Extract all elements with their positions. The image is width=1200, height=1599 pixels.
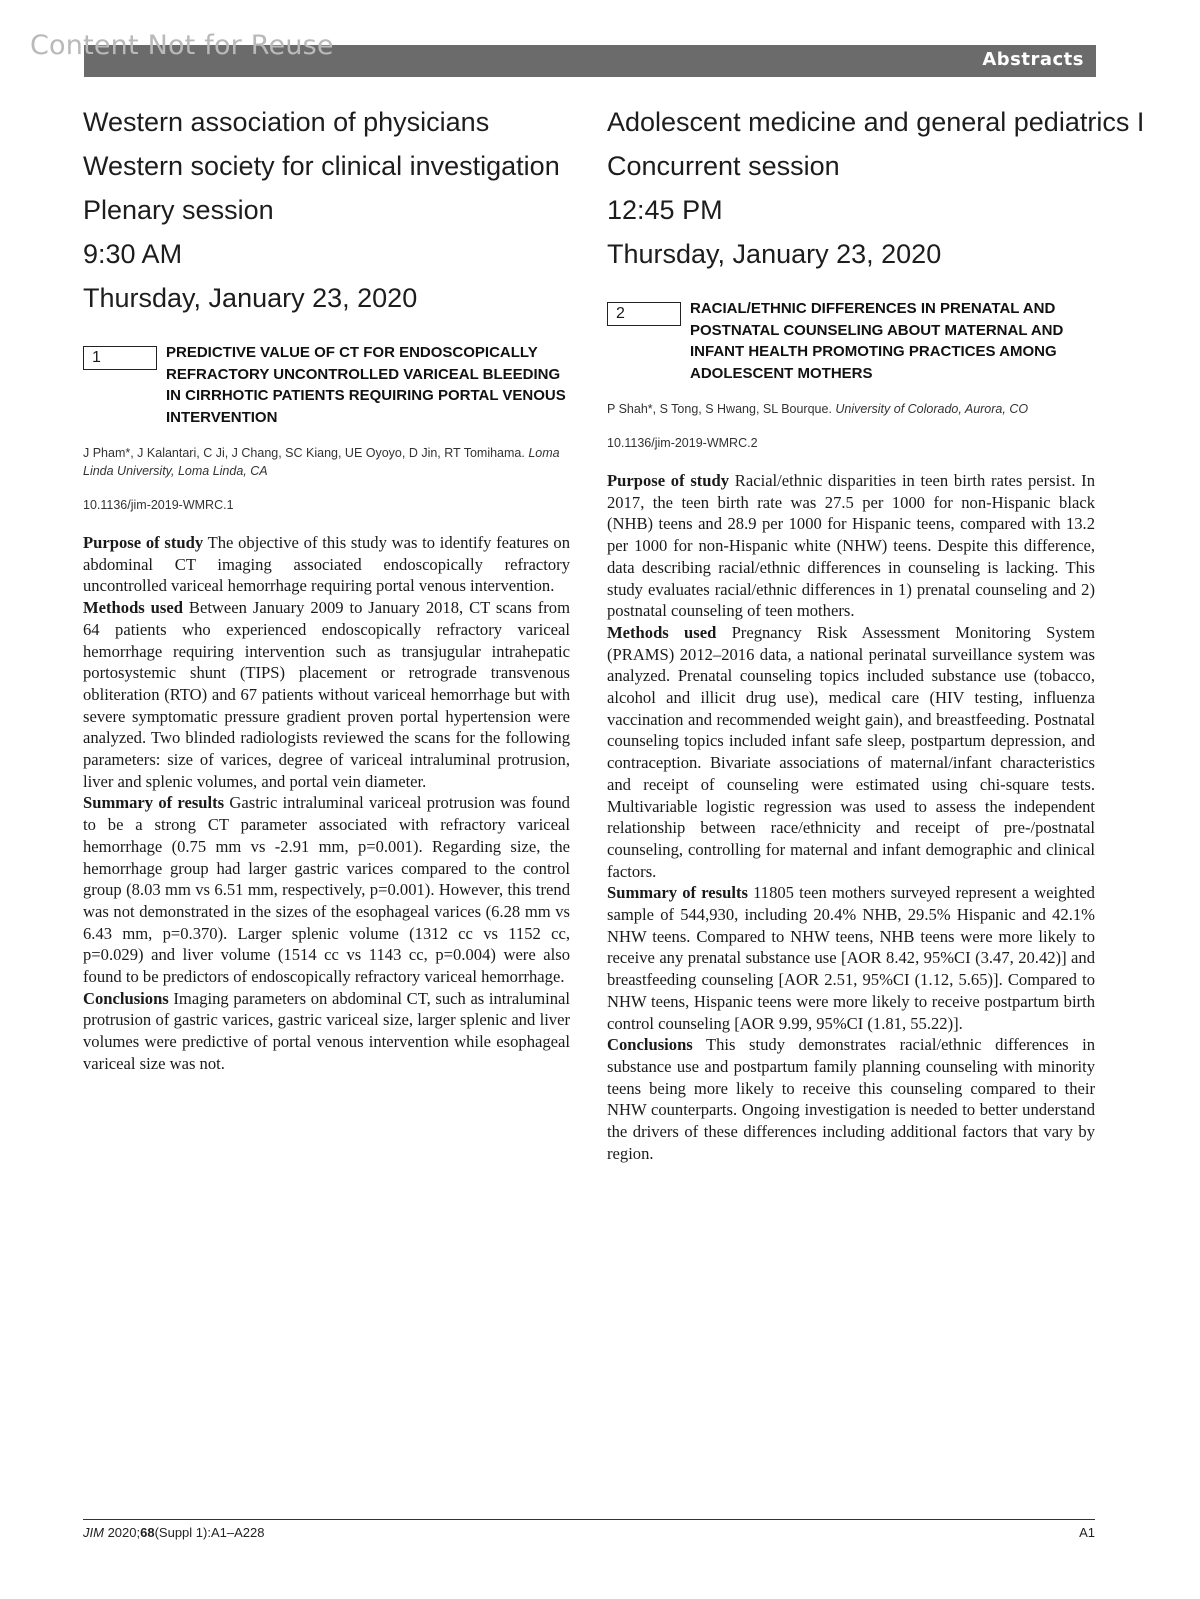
abstract-body bbox=[83, 532, 570, 1075]
abstract-body bbox=[607, 470, 1095, 1165]
session-heading bbox=[83, 100, 570, 320]
methods-label: Methods used bbox=[607, 622, 717, 642]
purpose-label: Purpose of study bbox=[83, 533, 204, 552]
results-paragraph bbox=[607, 882, 1095, 1034]
purpose-text: Racial/ethnic disparities in teen birth rates persist. In 2017, the teen birth rate was 27.5 per 1000 for non-Hispanic black (NHB) teens and 28.9 per 1000 for Hispanic teens, compared with 13.2 per 1000 for non-Hispanic white (NHW) teens. Despite this difference, data describing racial/ethnic differences in counseling is lacking. This study evaluates racial/ethnic differences in 1) prenatal counseling and 2) postnatal counseling of teen mothers. bbox=[607, 471, 1095, 621]
abstract-title: RACIAL/ETHNIC DIFFERENCES IN PRENATAL AND POSTNATAL COUNSELING ABOUT MATERNAL AND INFANT HEALTH PROMOTING PRACTICES AMONG ADOLESCENT MOTHERS bbox=[690, 300, 1064, 382]
author-affiliation: Loma Linda University, Loma Linda, CA bbox=[83, 446, 560, 478]
left-column bbox=[83, 100, 570, 1075]
section-label: Abstracts bbox=[982, 49, 1084, 70]
footer-divider bbox=[83, 1519, 1095, 1520]
journal-citation bbox=[83, 1525, 264, 1540]
methods-paragraph bbox=[83, 597, 570, 792]
session-heading bbox=[607, 100, 1145, 276]
session-line: Western society for clinical investigation bbox=[83, 151, 560, 181]
session-line: Concurrent session bbox=[607, 151, 840, 181]
page-number: A1 bbox=[1079, 1525, 1095, 1540]
session-date: Thursday, January 23, 2020 bbox=[607, 239, 942, 269]
results-paragraph bbox=[83, 792, 570, 987]
purpose-paragraph bbox=[607, 470, 1095, 622]
conclusions-text: This study demonstrates racial/ethnic differences in substance use and postpartum family planning counseling with minority teens being more likely to receive this counseling compared to their NHW counterparts. Ongoing investigation is needed to better understand the drivers of these differences including additional factors that vary by region. bbox=[607, 1035, 1095, 1163]
abstract-header bbox=[83, 342, 570, 428]
results-label: Summary of results bbox=[607, 883, 748, 903]
abstract-doi: 10.1136/jim-2019-WMRC.1 bbox=[83, 498, 234, 512]
session-time: 9:30 AM bbox=[83, 239, 183, 269]
methods-paragraph bbox=[607, 622, 1095, 882]
methods-text: Between January 2009 to January 2018, CT scans from 64 patients who experienced endoscopically refractory variceal hemorrhage requiring intervention such as transjugular intrahepatic portosystemic shunt (TIPS) placement or retrograde transvenous obliteration (RTO) and 67 patients without variceal hemorrhage but with severe symptomatic pressure gradient proven portal hypertension were analyzed. Two blinded radiologists reviewed the scans for the following parameters: size of varices, degree of variceal intraluminal protrusion, liver and splenic volumes, and portal vein diameter. bbox=[83, 598, 570, 791]
abstract-authors bbox=[83, 444, 570, 480]
abstract-doi: 10.1136/jim-2019-WMRC.2 bbox=[607, 436, 758, 450]
purpose-paragraph bbox=[83, 532, 570, 597]
conclusions-paragraph bbox=[607, 1034, 1095, 1164]
session-time: 12:45 PM bbox=[607, 195, 723, 225]
purpose-label: Purpose of study bbox=[607, 471, 730, 490]
abstract-header bbox=[607, 298, 1095, 384]
author-affiliation: University of Colorado, Aurora, CO bbox=[835, 402, 1029, 416]
session-date: Thursday, January 23, 2020 bbox=[83, 283, 418, 313]
author-list: J Pham*, J Kalantari, C Ji, J Chang, SC Kiang, UE Oyoyo, D Jin, RT Tomihama. bbox=[83, 446, 525, 460]
session-line: Western association of physicians bbox=[83, 107, 490, 137]
journal-volume: 68 bbox=[140, 1525, 155, 1540]
abstract-title: PREDICTIVE VALUE OF CT FOR ENDOSCOPICALLY REFRACTORY UNCONTROLLED VARICEAL BLEEDING IN CIRRHOTIC PATIENTS REQUIRING PORTAL VENOUS INTERVENTION bbox=[166, 344, 566, 426]
abstract-number: 2 bbox=[607, 302, 681, 326]
journal-supplement: (Suppl 1):A1–A228 bbox=[154, 1525, 265, 1540]
author-list: P Shah*, S Tong, S Hwang, SL Bourque. bbox=[607, 402, 832, 416]
purpose-text: The objective of this study was to identify features on abdominal CT imaging associated endoscopically refractory uncontrolled variceal hemorrhage requiring portal venous intervention. bbox=[83, 533, 570, 596]
conclusions-label: Conclusions bbox=[607, 1035, 693, 1055]
session-line: Plenary session bbox=[83, 195, 274, 225]
conclusions-text: Imaging parameters on abdominal CT, such as intraluminal protrusion of gastric varices, gastric variceal size, larger splenic and liver volumes were predictive of portal venous intervention while esophageal variceal size was not. bbox=[83, 988, 570, 1073]
conclusions-label: Conclusions bbox=[83, 988, 169, 1008]
journal-name: JIM bbox=[83, 1525, 104, 1540]
journal-year: 2020; bbox=[107, 1525, 141, 1540]
right-column bbox=[607, 100, 1145, 1165]
methods-label: Methods used bbox=[83, 598, 183, 618]
results-label: Summary of results bbox=[83, 793, 225, 813]
session-line: Adolescent medicine and general pediatrics I bbox=[607, 107, 1145, 137]
results-text: 11805 teen mothers surveyed represent a weighted sample of 544,930, including 20.4% NHB, 29.5% Hispanic and 42.1% NHW teens. Compared to NHW teens, NHB teens were more likely to receive any prenatal substance use [AOR 8.42, 95%CI (3.47, 20.42)] and breastfeeding counseling [AOR 2.51, 95%CI (1.12, 5.65)]. Compared to NHW teens, Hispanic teens were more likely to receive postpartum birth control counseling [AOR 9.99, 95%CI (1.81, 55.22)]. bbox=[607, 883, 1095, 1033]
watermark: Content Not for Reuse bbox=[30, 30, 334, 61]
abstract-number: 1 bbox=[83, 346, 157, 370]
abstract-authors bbox=[607, 400, 1095, 418]
results-text: Gastric intraluminal variceal protrusion was found to be a strong CT parameter associated with refractory variceal hemorrhage (0.75 mm vs -2.91 mm, p=0.001). Regarding size, the hemorrhage group had larger gastric varices compared to the control group (8.03 mm vs 6.51 mm, respectively, p=0.001). However, this trend was not demonstrated in the sizes of the esophageal varices (6.28 mm vs 6.43 mm, p=0.370). Larger splenic volume (1312 cc vs 1152 cc, p=0.029) and liver volume (1514 cc vs 1143 cc, p=0.004) were also found to be predictors of endoscopically refractory variceal hemorrhage. bbox=[83, 793, 570, 987]
methods-text: Pregnancy Risk Assessment Monitoring System (PRAMS) 2012–2016 data, a national perinatal surveillance system was analyzed. Prenatal counseling topics included substance use (tobacco, alcohol and illicit drug use), medical care (HIV testing, influenza vaccination and recommended weight gain), and breastfeeding. Postnatal counseling topics included infant safe sleep, postpartum depression, and contraception. Bivariate associations of maternal/infant characteristics and receipt of counseling were estimated using chi-square tests. Multivariable logistic regression was used to assess the independent relationship between race/ethnicity and receipt of pre-/postnatal counseling, controlling for maternal and infant demographic and clinical factors. bbox=[607, 622, 1095, 881]
conclusions-paragraph bbox=[83, 988, 570, 1075]
